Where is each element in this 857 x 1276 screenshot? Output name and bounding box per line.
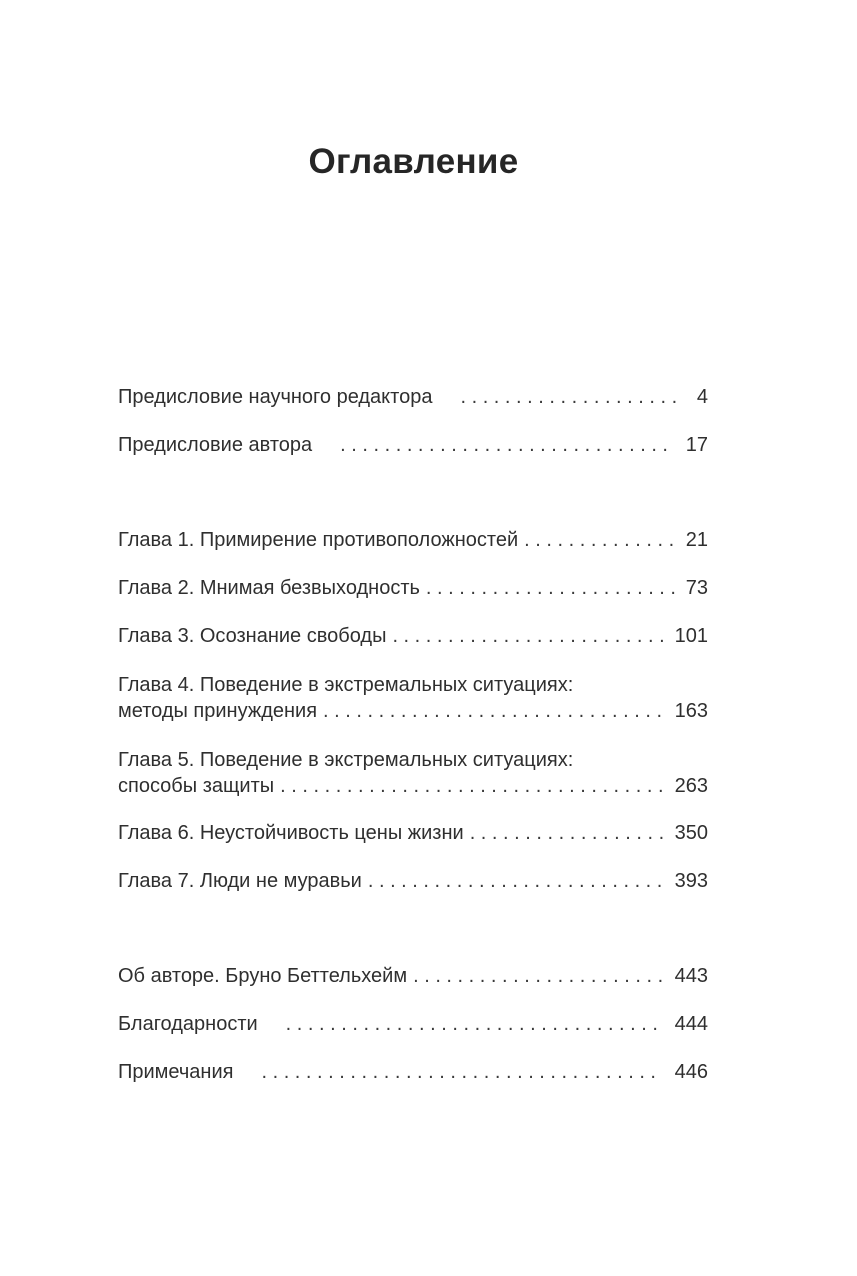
toc-entry-author-preface[interactable] <box>118 432 708 458</box>
toc-entry-title: Глава 6. Неустойчивость цены жизни <box>118 822 464 844</box>
dot-leader <box>368 868 669 894</box>
toc-page-number: 446 <box>674 1061 708 1083</box>
dot-leader <box>426 575 680 601</box>
toc-page-number: 393 <box>674 870 708 892</box>
dot-leader <box>470 820 669 846</box>
dot-leader <box>261 1059 656 1085</box>
toc-page-number: 21 <box>685 529 708 551</box>
toc-entry-chapter-2[interactable] <box>118 575 708 601</box>
toc-entry-title: Примечания <box>118 1061 234 1083</box>
dot-leader <box>524 527 680 553</box>
toc-entry-title: Об авторе. Бруно Беттельхейм <box>118 965 408 987</box>
toc-entry-title-line2: способы защиты <box>118 775 275 797</box>
dot-leader <box>413 963 669 989</box>
toc-page-number: 17 <box>685 434 708 456</box>
toc-page-number: 4 <box>696 386 708 408</box>
dot-leader <box>286 1011 657 1037</box>
dot-leader <box>280 773 668 799</box>
toc-page-number: 443 <box>674 965 708 987</box>
toc-page-number: 350 <box>674 822 708 844</box>
toc-entry-chapter-4[interactable] <box>118 672 708 724</box>
toc-page-number: 263 <box>674 775 708 797</box>
toc-entry-chapter-1[interactable] <box>118 527 708 553</box>
toc-page-number: 163 <box>674 700 708 722</box>
dot-leader <box>323 698 669 724</box>
toc-page-number: 73 <box>685 577 708 599</box>
toc-entry-title: Глава 3. Осознание свободы <box>118 625 387 647</box>
toc-entry-title: Глава 7. Люди не муравьи <box>118 870 362 892</box>
toc-entry-title: Предисловие автора <box>118 434 313 456</box>
toc-entry-title: Глава 1. Примирение противоположностей <box>118 529 519 551</box>
toc-page-number: 101 <box>674 625 708 647</box>
toc-entry-notes[interactable] <box>118 1059 708 1085</box>
toc-entry-acknowledgements[interactable] <box>118 1011 708 1037</box>
toc-entry-title: Предисловие научного редактора <box>118 386 433 408</box>
toc-entry-title: Благодарности <box>118 1013 258 1035</box>
toc-entry-chapter-6[interactable] <box>118 820 708 846</box>
toc-entry-title-line1: Глава 4. Поведение в экстремальных ситуациях: <box>118 674 574 696</box>
toc-page-number: 444 <box>674 1013 708 1035</box>
toc-entry-editor-preface[interactable] <box>118 384 708 410</box>
toc-entry-chapter-5[interactable] <box>118 747 708 799</box>
dot-leader <box>340 432 668 458</box>
toc-entry-title-line1: Глава 5. Поведение в экстремальных ситуациях: <box>118 749 574 771</box>
page-title: Оглавление <box>308 142 519 181</box>
dot-leader <box>460 384 678 410</box>
toc-entry-chapter-7[interactable] <box>118 868 708 894</box>
toc-entry-title-line2: методы принуждения <box>118 700 318 722</box>
toc-entry-about-author[interactable] <box>118 963 708 989</box>
dot-leader <box>392 623 668 649</box>
toc-entry-chapter-3[interactable] <box>118 623 708 649</box>
toc-entry-title: Глава 2. Мнимая безвыходность <box>118 577 420 599</box>
